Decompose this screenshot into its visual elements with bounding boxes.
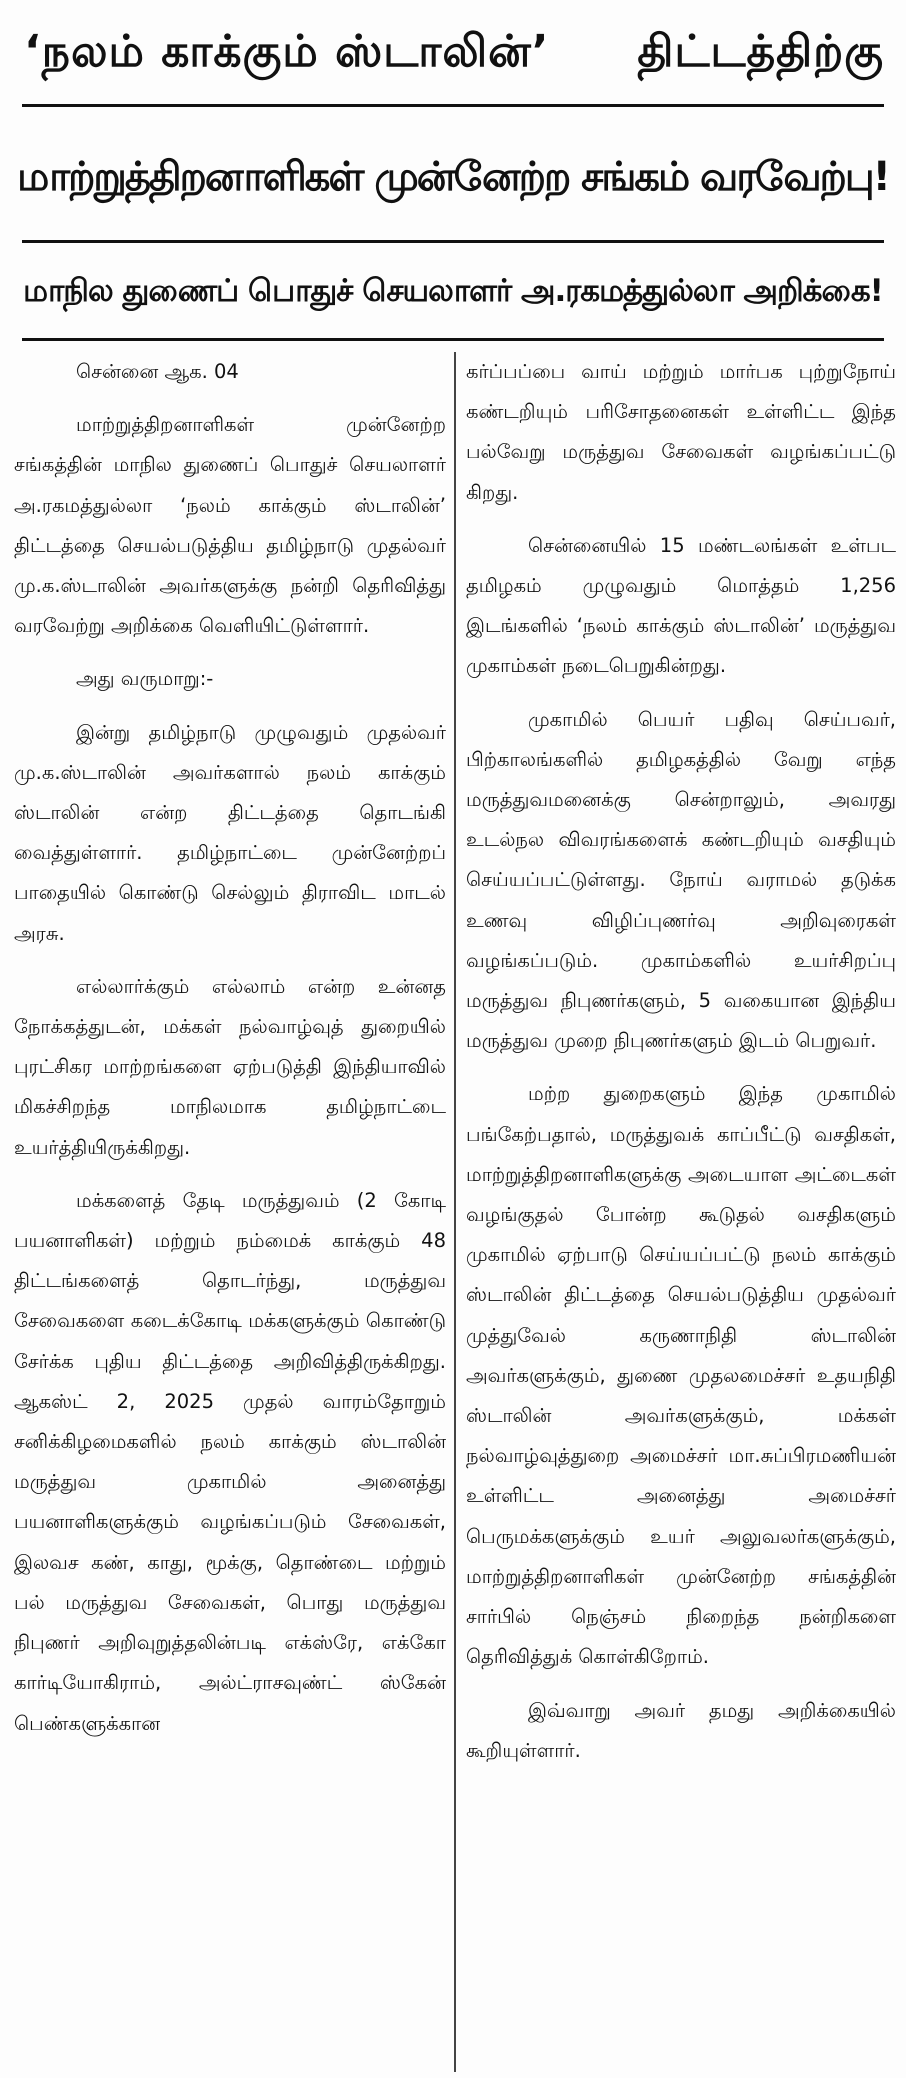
paragraph: இவ்வாறு அவர் தமது அறிக்கையில் கூறியுள்ளார். bbox=[466, 1698, 896, 1762]
paragraph: இன்று தமிழ்நாடு முழுவதும் முதல்வர் மு.க.ஸ்டாலின் அவர்களால் நலம் காக்கும் ஸ்டாலின் என்ற திட்டத்தை தொடங்கி வைத்துள்ளார். தமிழ்நாட்டை முன்னேற்றப் பாதையில் கொண்டு செல்லும் திராவிட மாடல் அரசு. bbox=[14, 720, 446, 945]
article-column-right bbox=[466, 352, 896, 2074]
paragraph: மற்ற துறைகளும் இந்த முகாமில் பங்கேற்பதால், மருத்துவக் காப்பீட்டு வசதிகள், மாற்றுத்திறனாளிகளுக்கு அடையாள அட்டைகள் வழங்குதல் போன்ற கூடுதல் வசதிகளும் முகாமில் ஏற்பாடு செய்யப்பட்டு நலம் காக்கும் ஸ்டாலின் திட்டத்தை செயல்படுத்திய முதல்வர் முத்துவேல் கருணாநிதி ஸ்டாலின் அவர்களுக்கும், துணை முதலமைச்சர் உதயநிதி ஸ்டாலின் அவர்களுக்கும், மக்கள் நல்வாழ்வுத்துறை அமைச்சர் மா.சுப்பிரமணியன் உள்ளிட்ட அனைத்து அமைச்சர் பெருமக்களுக்கும் உயர் அலுவலர்களுக்கும், மாற்றுத்திறனாளிகள் முன்னேற்ற சங்கத்தின் சார்பில் நெஞ்சம் நிறைந்த நன்றிகளை தெரிவித்துக் கொள்கிறோம். bbox=[466, 1082, 896, 1669]
kicker-quote: ‘நலம் காக்கும் ஸ்டாலின்’ bbox=[24, 26, 550, 77]
paragraph: மக்களைத் தேடி மருத்துவம் (2 கோடி பயனாளிகள்) மற்றும் நம்மைக் காக்கும் 48 திட்டங்களைத் தொடர்ந்து, மருத்துவ சேவைகளை கடைக்கோடி மக்களுக்கும் கொண்டு சேர்க்க புதிய திட்டத்தை அறிவித்திருக்கிறது. ஆகஸ்ட் 2, 2025 முதல் வாரம்தோறும் சனிக்கிழமைகளில் நலம் காக்கும் ஸ்டாலின் மருத்துவ முகாமில் அனைத்து பயனாளிகளுக்கும் வழங்கப்படும் சேவைகள், இலவச கண், காது, மூக்கு, தொண்டை மற்றும் பல் மருத்துவ சேவைகள், பொது மருத்துவ நிபுணர் அறிவுறுத்தலின்படி எக்ஸ்ரே, எக்கோ கார்டியோகிராம், அல்ட்ராசவுண்ட் ஸ்கேன் பெண்களுக்கான bbox=[14, 1188, 446, 1735]
kicker-line bbox=[24, 6, 884, 98]
column-divider bbox=[454, 352, 456, 2072]
kicker-tail: திட்டத்திற்கு bbox=[637, 26, 884, 77]
subheadline: மாநில துணைப் பொதுச் செயலாளர் அ.ரகமத்துல்லா அறிக்கை! bbox=[23, 273, 883, 309]
paragraph: அது வருமாறு:- bbox=[76, 667, 214, 691]
top-divider bbox=[22, 104, 884, 107]
paragraph: சென்னையில் 15 மண்டலங்கள் உள்பட தமிழகம் முழுவதும் மொத்தம் 1,256 இடங்களில் ‘நலம் காக்கும் ஸ்டாலின்’ மருத்துவ முகாம்கள் நடைபெறுகின்றது. bbox=[466, 533, 896, 678]
subheadline-divider bbox=[22, 338, 884, 341]
paragraph: மாற்றுத்திறனாளிகள் முன்னேற்ற சங்கத்தின் மாநில துணைப் பொதுச் செயலாளர் அ.ரகமத்துல்லா ‘நலம் காக்கும் ஸ்டாலின்’ திட்டத்தை செயல்படுத்திய தமிழ்நாடு முதல்வர் மு.க.ஸ்டாலின் அவர்களுக்கு நன்றி தெரிவித்து வரவேற்று அறிக்கை வெளியிட்டுள்ளார். bbox=[14, 413, 446, 638]
paragraph: கர்ப்பப்பை வாய் மற்றும் மார்பக புற்றுநோய் கண்டறியும் பரிசோதனைகள் உள்ளிட்ட இந்த பல்வேறு மருத்துவ சேவைகள் வழங்கப்பட்டு கிறது. bbox=[466, 360, 896, 504]
dateline: சென்னை ஆக. 04 bbox=[76, 360, 239, 383]
paragraph: எல்லார்க்கும் எல்லாம் என்ற உன்னத நோக்கத்துடன், மக்கள் நல்வாழ்வுத் துறையில் புரட்சிகர மாற்றங்களை ஏற்படுத்தி இந்தியாவில் மிகச்சிறந்த மாநிலமாக தமிழ்நாட்டை உயர்த்தியிருக்கிறது. bbox=[14, 974, 446, 1159]
headline-divider bbox=[22, 240, 884, 243]
article-column-left bbox=[14, 352, 446, 2074]
paragraph: முகாமில் பெயர் பதிவு செய்பவர், பிற்காலங்களில் தமிழகத்தில் வேறு எந்த மருத்துவமனைக்கு சென்றாலும், அவரது உடல்நல விவரங்களைக் கண்டறியும் வசதியும் செய்யப்பட்டுள்ளது. நோய் வராமல் தடுக்க உணவு விழிப்புணர்வு அறிவுரைகள் வழங்கப்படும். முகாம்களில் உயர்சிறப்பு மருத்துவ நிபுணர்களும், 5 வகையான இந்திய மருத்துவ முறை நிபுணர்களும் இடம் பெறுவர். bbox=[466, 707, 896, 1053]
headline: மாற்றுத்திறனாளிகள் முன்னேற்ற சங்கம் வரவேற்பு! bbox=[17, 154, 889, 200]
